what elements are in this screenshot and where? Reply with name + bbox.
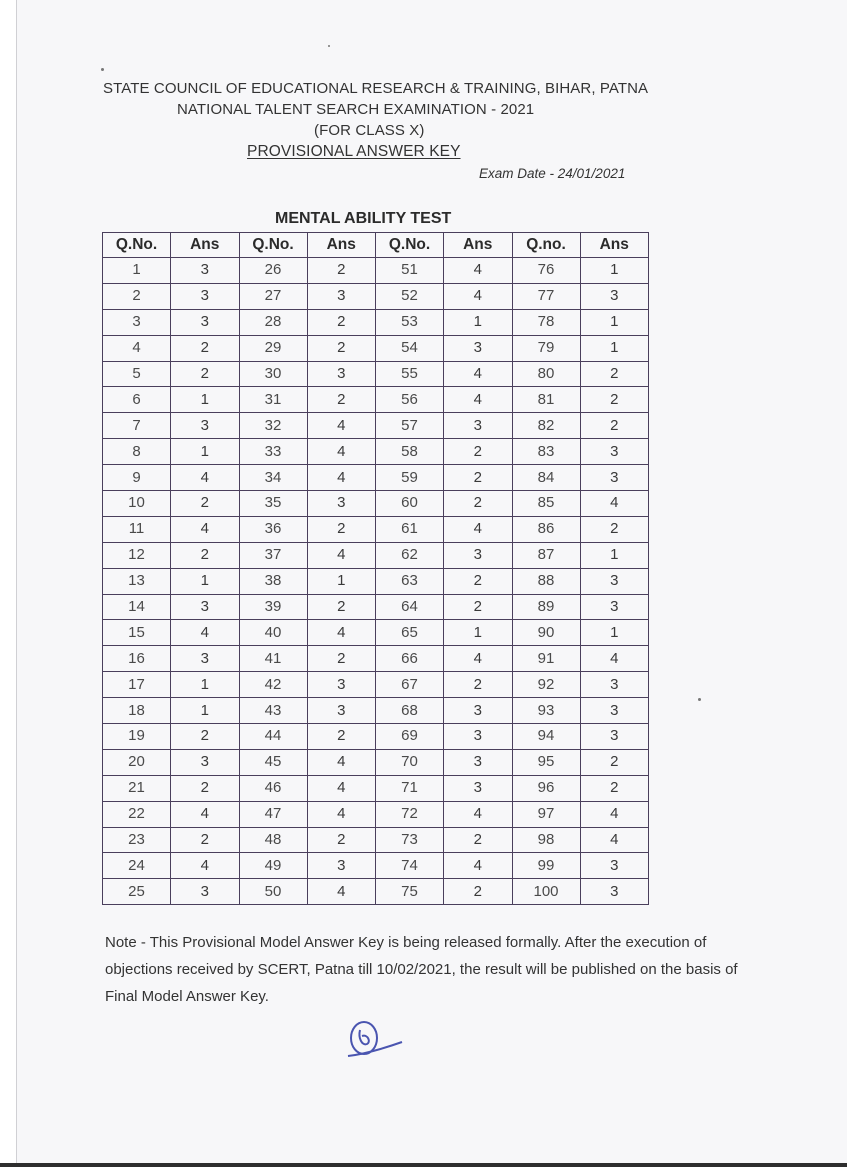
column-header: Q.no. xyxy=(512,233,580,258)
question-number-cell: 74 xyxy=(376,853,444,879)
answer-cell: 1 xyxy=(580,620,649,646)
scan-edge xyxy=(0,1163,847,1167)
question-number-cell: 3 xyxy=(103,309,171,335)
answer-key-table xyxy=(102,232,649,905)
question-number-cell: 92 xyxy=(512,672,580,698)
question-number-cell: 2 xyxy=(103,283,171,309)
question-number-cell: 32 xyxy=(239,413,307,439)
question-number-cell: 21 xyxy=(103,775,171,801)
question-number-cell: 94 xyxy=(512,724,580,750)
answer-cell: 1 xyxy=(444,309,513,335)
table-row xyxy=(103,801,649,827)
answer-cell: 1 xyxy=(171,387,240,413)
answer-cell: 3 xyxy=(444,749,513,775)
question-number-cell: 46 xyxy=(239,775,307,801)
question-number-cell: 70 xyxy=(376,749,444,775)
column-header: Q.No. xyxy=(103,233,171,258)
question-number-cell: 8 xyxy=(103,439,171,465)
answer-cell: 4 xyxy=(171,801,240,827)
answer-cell: 2 xyxy=(171,335,240,361)
answer-cell: 3 xyxy=(580,465,649,491)
question-number-cell: 11 xyxy=(103,516,171,542)
answer-cell: 2 xyxy=(444,465,513,491)
scan-speck xyxy=(101,68,104,71)
answer-cell: 4 xyxy=(307,801,376,827)
exam-date: Exam Date - 24/01/2021 xyxy=(479,166,626,181)
signature-mark xyxy=(340,1012,410,1067)
question-number-cell: 80 xyxy=(512,361,580,387)
table-row xyxy=(103,258,649,284)
question-number-cell: 30 xyxy=(239,361,307,387)
table-row xyxy=(103,516,649,542)
answer-cell: 2 xyxy=(171,827,240,853)
question-number-cell: 29 xyxy=(239,335,307,361)
question-number-cell: 51 xyxy=(376,258,444,284)
answer-cell: 3 xyxy=(580,568,649,594)
table-row xyxy=(103,491,649,517)
question-number-cell: 37 xyxy=(239,542,307,568)
question-number-cell: 40 xyxy=(239,620,307,646)
answer-cell: 3 xyxy=(444,698,513,724)
question-number-cell: 58 xyxy=(376,439,444,465)
question-number-cell: 93 xyxy=(512,698,580,724)
answer-cell: 3 xyxy=(580,594,649,620)
question-number-cell: 90 xyxy=(512,620,580,646)
answer-cell: 2 xyxy=(307,724,376,750)
question-number-cell: 33 xyxy=(239,439,307,465)
answer-cell: 4 xyxy=(444,387,513,413)
question-number-cell: 26 xyxy=(239,258,307,284)
question-number-cell: 52 xyxy=(376,283,444,309)
answer-cell: 4 xyxy=(307,439,376,465)
question-number-cell: 1 xyxy=(103,258,171,284)
answer-cell: 3 xyxy=(171,413,240,439)
answer-key-title: PROVISIONAL ANSWER KEY xyxy=(247,143,461,160)
answer-cell: 2 xyxy=(580,516,649,542)
question-number-cell: 57 xyxy=(376,413,444,439)
answer-cell: 4 xyxy=(171,620,240,646)
answer-cell: 2 xyxy=(171,775,240,801)
answer-cell: 2 xyxy=(444,439,513,465)
answer-cell: 3 xyxy=(580,698,649,724)
question-number-cell: 7 xyxy=(103,413,171,439)
answer-cell: 3 xyxy=(444,775,513,801)
question-number-cell: 10 xyxy=(103,491,171,517)
answer-cell: 2 xyxy=(307,387,376,413)
column-header: Ans xyxy=(307,233,376,258)
answer-cell: 3 xyxy=(307,672,376,698)
question-number-cell: 35 xyxy=(239,491,307,517)
question-number-cell: 19 xyxy=(103,724,171,750)
question-number-cell: 60 xyxy=(376,491,444,517)
question-number-cell: 85 xyxy=(512,491,580,517)
question-number-cell: 89 xyxy=(512,594,580,620)
question-number-cell: 56 xyxy=(376,387,444,413)
question-number-cell: 14 xyxy=(103,594,171,620)
answer-cell: 4 xyxy=(307,879,376,905)
question-number-cell: 28 xyxy=(239,309,307,335)
question-number-cell: 25 xyxy=(103,879,171,905)
section-title: MENTAL ABILITY TEST xyxy=(275,210,452,227)
question-number-cell: 12 xyxy=(103,542,171,568)
table-row xyxy=(103,309,649,335)
answer-cell: 2 xyxy=(444,879,513,905)
question-number-cell: 91 xyxy=(512,646,580,672)
question-number-cell: 69 xyxy=(376,724,444,750)
question-number-cell: 79 xyxy=(512,335,580,361)
answer-cell: 4 xyxy=(580,801,649,827)
answer-cell: 4 xyxy=(307,413,376,439)
question-number-cell: 53 xyxy=(376,309,444,335)
answer-cell: 1 xyxy=(580,542,649,568)
answer-cell: 1 xyxy=(171,568,240,594)
question-number-cell: 23 xyxy=(103,827,171,853)
answer-cell: 2 xyxy=(444,827,513,853)
answer-cell: 4 xyxy=(307,749,376,775)
answer-cell: 2 xyxy=(580,775,649,801)
answer-cell: 2 xyxy=(307,258,376,284)
question-number-cell: 75 xyxy=(376,879,444,905)
answer-cell: 4 xyxy=(307,775,376,801)
question-number-cell: 63 xyxy=(376,568,444,594)
question-number-cell: 38 xyxy=(239,568,307,594)
table-row xyxy=(103,698,649,724)
question-number-cell: 45 xyxy=(239,749,307,775)
question-number-cell: 73 xyxy=(376,827,444,853)
question-number-cell: 100 xyxy=(512,879,580,905)
answer-cell: 2 xyxy=(580,749,649,775)
answer-cell: 2 xyxy=(444,672,513,698)
answer-cell: 3 xyxy=(171,309,240,335)
answer-cell: 3 xyxy=(580,724,649,750)
question-number-cell: 43 xyxy=(239,698,307,724)
question-number-cell: 17 xyxy=(103,672,171,698)
answer-cell: 4 xyxy=(307,465,376,491)
answer-cell: 3 xyxy=(580,283,649,309)
answer-cell: 2 xyxy=(307,646,376,672)
answer-cell: 4 xyxy=(444,283,513,309)
question-number-cell: 15 xyxy=(103,620,171,646)
question-number-cell: 41 xyxy=(239,646,307,672)
question-number-cell: 77 xyxy=(512,283,580,309)
question-number-cell: 49 xyxy=(239,853,307,879)
answer-cell: 3 xyxy=(580,879,649,905)
question-number-cell: 48 xyxy=(239,827,307,853)
answer-cell: 1 xyxy=(171,698,240,724)
answer-cell: 1 xyxy=(580,335,649,361)
table-row xyxy=(103,594,649,620)
answer-cell: 3 xyxy=(171,646,240,672)
answer-cell: 4 xyxy=(444,853,513,879)
column-header: Ans xyxy=(171,233,240,258)
answer-cell: 2 xyxy=(580,361,649,387)
question-number-cell: 13 xyxy=(103,568,171,594)
table-row xyxy=(103,387,649,413)
table-row xyxy=(103,620,649,646)
answer-cell: 1 xyxy=(171,439,240,465)
question-number-cell: 88 xyxy=(512,568,580,594)
question-number-cell: 87 xyxy=(512,542,580,568)
table-row xyxy=(103,827,649,853)
answer-cell: 4 xyxy=(444,516,513,542)
answer-cell: 2 xyxy=(171,724,240,750)
answer-cell: 3 xyxy=(444,542,513,568)
answer-cell: 4 xyxy=(444,801,513,827)
table-row xyxy=(103,568,649,594)
answer-cell: 1 xyxy=(580,258,649,284)
question-number-cell: 54 xyxy=(376,335,444,361)
table-row xyxy=(103,775,649,801)
answer-cell: 3 xyxy=(580,672,649,698)
answer-cell: 3 xyxy=(307,698,376,724)
column-header: Ans xyxy=(580,233,649,258)
question-number-cell: 65 xyxy=(376,620,444,646)
question-number-cell: 4 xyxy=(103,335,171,361)
table-row xyxy=(103,542,649,568)
answer-cell: 2 xyxy=(580,387,649,413)
question-number-cell: 5 xyxy=(103,361,171,387)
scan-speck xyxy=(328,45,330,47)
table-row xyxy=(103,465,649,491)
question-number-cell: 20 xyxy=(103,749,171,775)
answer-cell: 2 xyxy=(171,542,240,568)
answer-cell: 4 xyxy=(171,516,240,542)
question-number-cell: 55 xyxy=(376,361,444,387)
answer-cell: 1 xyxy=(171,672,240,698)
question-number-cell: 47 xyxy=(239,801,307,827)
question-number-cell: 84 xyxy=(512,465,580,491)
question-number-cell: 59 xyxy=(376,465,444,491)
answer-cell: 4 xyxy=(171,853,240,879)
question-number-cell: 76 xyxy=(512,258,580,284)
answer-cell: 2 xyxy=(307,309,376,335)
answer-cell: 4 xyxy=(444,361,513,387)
table-row xyxy=(103,439,649,465)
question-number-cell: 42 xyxy=(239,672,307,698)
question-number-cell: 31 xyxy=(239,387,307,413)
answer-cell: 1 xyxy=(580,309,649,335)
question-number-cell: 66 xyxy=(376,646,444,672)
question-number-cell: 96 xyxy=(512,775,580,801)
question-number-cell: 86 xyxy=(512,516,580,542)
answer-cell: 2 xyxy=(444,568,513,594)
answer-cell: 4 xyxy=(307,542,376,568)
question-number-cell: 18 xyxy=(103,698,171,724)
column-header: Q.No. xyxy=(239,233,307,258)
answer-cell: 2 xyxy=(171,361,240,387)
table-row xyxy=(103,672,649,698)
question-number-cell: 99 xyxy=(512,853,580,879)
question-number-cell: 50 xyxy=(239,879,307,905)
question-number-cell: 6 xyxy=(103,387,171,413)
answer-cell: 3 xyxy=(171,258,240,284)
question-number-cell: 81 xyxy=(512,387,580,413)
answer-cell: 3 xyxy=(171,594,240,620)
table-row xyxy=(103,879,649,905)
column-header: Q.No. xyxy=(376,233,444,258)
answer-cell: 3 xyxy=(307,361,376,387)
answer-cell: 3 xyxy=(444,724,513,750)
table-row xyxy=(103,413,649,439)
question-number-cell: 67 xyxy=(376,672,444,698)
answer-cell: 2 xyxy=(307,335,376,361)
answer-cell: 4 xyxy=(580,646,649,672)
council-title: STATE COUNCIL OF EDUCATIONAL RESEARCH & TRAINING, BIHAR, PATNA xyxy=(103,80,649,97)
answer-cell: 3 xyxy=(171,879,240,905)
question-number-cell: 44 xyxy=(239,724,307,750)
table-row xyxy=(103,361,649,387)
answer-cell: 2 xyxy=(580,413,649,439)
answer-cell: 2 xyxy=(171,491,240,517)
question-number-cell: 16 xyxy=(103,646,171,672)
table-header-row xyxy=(103,233,649,258)
question-number-cell: 64 xyxy=(376,594,444,620)
answer-cell: 4 xyxy=(580,827,649,853)
question-number-cell: 36 xyxy=(239,516,307,542)
answer-cell: 3 xyxy=(307,853,376,879)
question-number-cell: 34 xyxy=(239,465,307,491)
note-text: Note - This Provisional Model Answer Key is being released formally. After the execution of objections received by SCERT, Patna till 10/02/2021, the result will be published on the basis of Final Model Answer Key. xyxy=(105,934,738,1005)
question-number-cell: 27 xyxy=(239,283,307,309)
question-number-cell: 97 xyxy=(512,801,580,827)
table-row xyxy=(103,646,649,672)
answer-cell: 3 xyxy=(580,853,649,879)
table-row xyxy=(103,335,649,361)
answer-cell: 3 xyxy=(307,491,376,517)
table-row xyxy=(103,283,649,309)
column-header: Ans xyxy=(444,233,513,258)
question-number-cell: 39 xyxy=(239,594,307,620)
answer-cell: 3 xyxy=(580,439,649,465)
answer-cell: 4 xyxy=(307,620,376,646)
question-number-cell: 61 xyxy=(376,516,444,542)
question-number-cell: 72 xyxy=(376,801,444,827)
question-number-cell: 71 xyxy=(376,775,444,801)
question-number-cell: 78 xyxy=(512,309,580,335)
table-row xyxy=(103,853,649,879)
answer-cell: 4 xyxy=(580,491,649,517)
answer-cell: 3 xyxy=(171,749,240,775)
question-number-cell: 83 xyxy=(512,439,580,465)
question-number-cell: 95 xyxy=(512,749,580,775)
table-row xyxy=(103,749,649,775)
question-number-cell: 68 xyxy=(376,698,444,724)
question-number-cell: 82 xyxy=(512,413,580,439)
question-number-cell: 22 xyxy=(103,801,171,827)
question-number-cell: 24 xyxy=(103,853,171,879)
answer-cell: 3 xyxy=(444,335,513,361)
answer-cell: 2 xyxy=(307,594,376,620)
answer-cell: 2 xyxy=(444,491,513,517)
answer-cell: 1 xyxy=(444,620,513,646)
exam-title: NATIONAL TALENT SEARCH EXAMINATION - 2021 xyxy=(177,101,535,118)
question-number-cell: 9 xyxy=(103,465,171,491)
answer-cell: 2 xyxy=(307,827,376,853)
answer-cell: 1 xyxy=(307,568,376,594)
answer-cell: 3 xyxy=(307,283,376,309)
scan-speck xyxy=(698,698,701,701)
class-label: (FOR CLASS X) xyxy=(314,122,425,139)
question-number-cell: 62 xyxy=(376,542,444,568)
question-number-cell: 98 xyxy=(512,827,580,853)
answer-cell: 3 xyxy=(171,283,240,309)
answer-cell: 4 xyxy=(444,646,513,672)
answer-cell: 3 xyxy=(444,413,513,439)
answer-cell: 2 xyxy=(444,594,513,620)
table-row xyxy=(103,724,649,750)
answer-cell: 4 xyxy=(444,258,513,284)
answer-cell: 4 xyxy=(171,465,240,491)
answer-cell: 2 xyxy=(307,516,376,542)
